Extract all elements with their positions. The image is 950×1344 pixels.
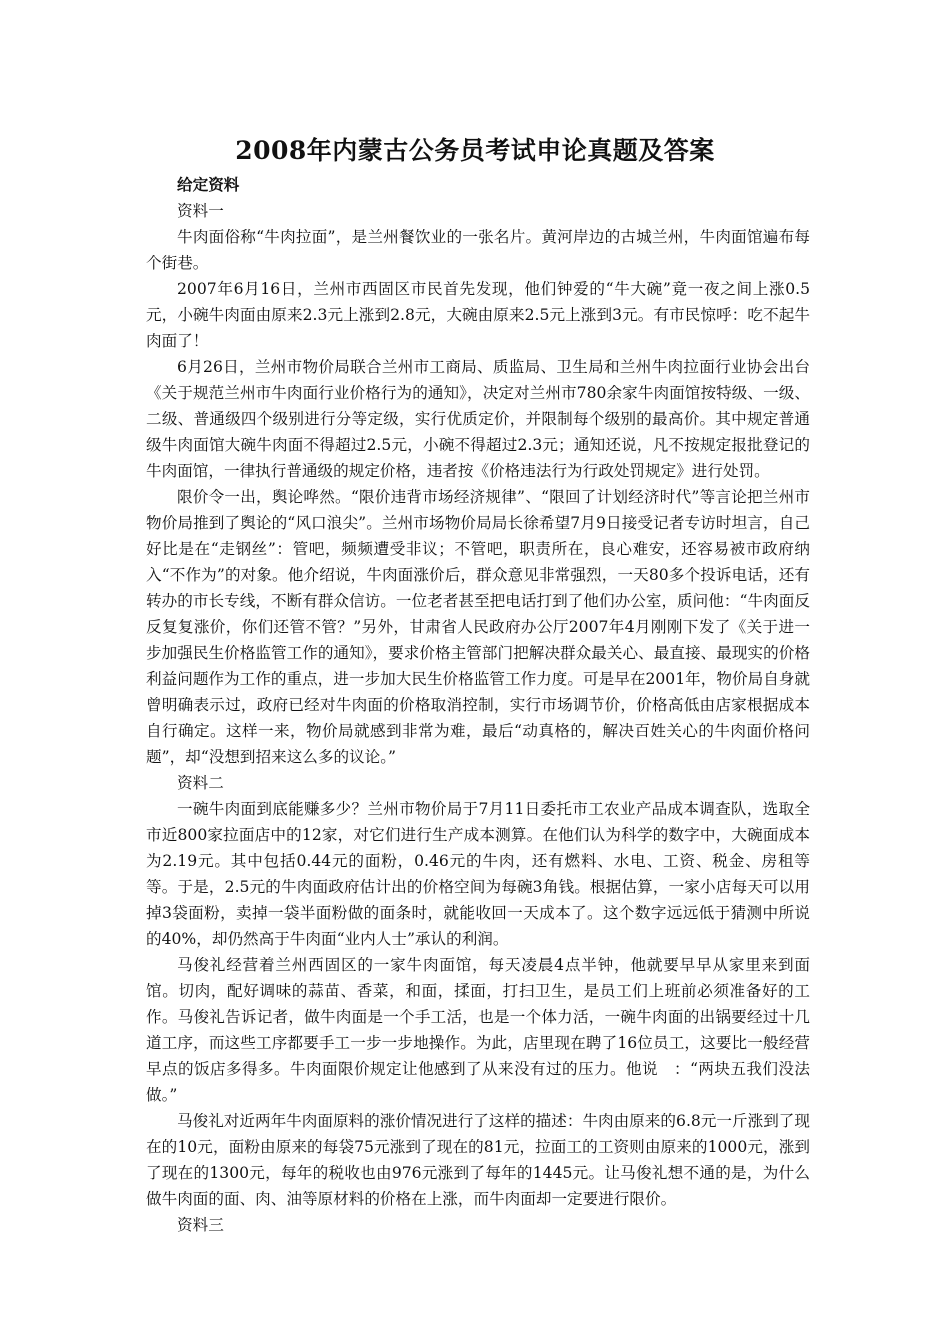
paragraph: 限价令一出，舆论哗然。“限价违背市场经济规律”、“限回了计划经济时代”等言论把兰州市物价局推到了舆论的“风口浪尖”。兰州市场物价局局长徐希望7月9日接受记者专访时坦言，自己好比是在“走钢丝”：管吧，频频遭受非议；不管吧，职责所在，良心难安，还容易被市政府纳入“不作为”的对象。他介绍说，牛肉面涨价后，群众意见非常强烈，一天80多个投诉电话，还有转办的市长专线，不断有群众信访。一位老者甚至把电话打到了他们办公室，质问他：“牛肉面反反复复涨价，你们还管不管？”另外，甘肃省人民政府办公厅2007年4月刚刚下发了《关于进一步加强民生价格监管工作的通知》，要求价格主管部门把解决群众最关心、最直接、最现实的价格利益问题作为工作的重点，进一步加大民生价格监管工作力度。可是早在2001年，物价局自身就曾明确表示过，政府已经对牛肉面的价格取消控制，实行市场调节价，价格高低由店家根据成本自行确定。这样一来，物价局就感到非常为难，最后“动真格的，解决百姓关心的牛肉面价格问题”，却“没想到招来这么多的议论。” [146,488,810,766]
paragraph: 牛肉面俗称“牛肉拉面”，是兰州餐饮业的一张名片。黄河岸边的古城兰州，牛肉面馆遍布每个街巷。 [146,228,810,272]
section-heading: 给定资料 [177,175,240,194]
material-label-2: 资料二 [177,774,224,792]
document-title: 2008年内蒙古公务员考试申论真题及答案 [235,136,715,165]
paragraph: 2007年6月16日，兰州市西固区市民首先发现，他们钟爱的“牛大碗”竟一夜之间上涨0.5 元，小碗牛肉面由原来2.3元上涨到2.8元，大碗由原来2.5元上涨到3元。有市民惊呼：吃不起牛肉面了！ [146,280,826,350]
document-body [146,172,826,1238]
paragraph: 6月26日，兰州市物价局联合兰州市工商局、质监局、卫生局和兰州牛肉拉面行业协会出台《关于规范兰州市牛肉面行业价格行为的通知》，决定对兰州市780余家牛肉面馆按特级、一级、二级、普通级四个级别进行分等定级，实行优质定价，并限制每个级别的最高价。其中规定普通级牛肉面馆大碗牛肉面不得超过2.5元，小碗不得超过2.3元；通知还说，凡不按规定报批登记的牛肉面馆，一律执行普通级的规定价格，违者按《价格违法行为行政处罚规定》进行处罚。 [146,358,810,480]
material-label-3: 资料三 [177,1216,224,1234]
paragraph: 马俊礼对近两年牛肉面原料的涨价情况进行了这样的描述：牛肉由原来的6.8元一斤涨到了现在的10元，面粉由原来的每袋75元涨到了现在的81元，拉面工的工资则由原来的1000元，涨到了现在的1300元，每年的税收也由976元涨到了每年的1445元。让马俊礼想不通的是，为什么做牛肉面的面、肉、油等原材料的价格在上涨，而牛肉面却一定要进行限价。 [146,1112,810,1208]
paragraph: 马俊礼经营着兰州西固区的一家牛肉面馆，每天凌晨4点半钟，他就要早早从家里来到面馆。切肉，配好调味的蒜苗、香菜，和面，揉面，打扫卫生，是员工们上班前必须准备好的工作。马俊礼告诉记者，做牛肉面是一个手工活，也是一个体力活，一碗牛肉面的出锅要经过十几道工序，而这些工序都要手工一步一步地操作。为此，店里现在聘了16位员工，这要比一般经营早点的饭店多得多。牛肉面限价规定让他感到了从来没有过的压力。他说 ：“两块五我们没法做。” [146,956,810,1104]
material-label-1: 资料一 [177,202,224,220]
paragraph: 一碗牛肉面到底能赚多少？兰州市物价局于7月11日委托市工农业产品成本调查队，选取全市近800家拉面店中的12家，对它们进行生产成本测算。在他们认为科学的数字中，大碗面成本为2.19元。其中包括0.44元的面粉，0.46元的牛肉，还有燃料、水电、工资、税金、房租等等。于是，2.5元的牛肉面政府估计出的价格空间为每碗3角钱。根据估算，一家小店每天可以用掉3袋面粉，卖掉一袋半面粉做的面条时，就能收回一天成本了。这个数字远远低于猜测中所说的40%，却仍然高于牛肉面“业内人士”承认的利润。 [146,800,810,948]
